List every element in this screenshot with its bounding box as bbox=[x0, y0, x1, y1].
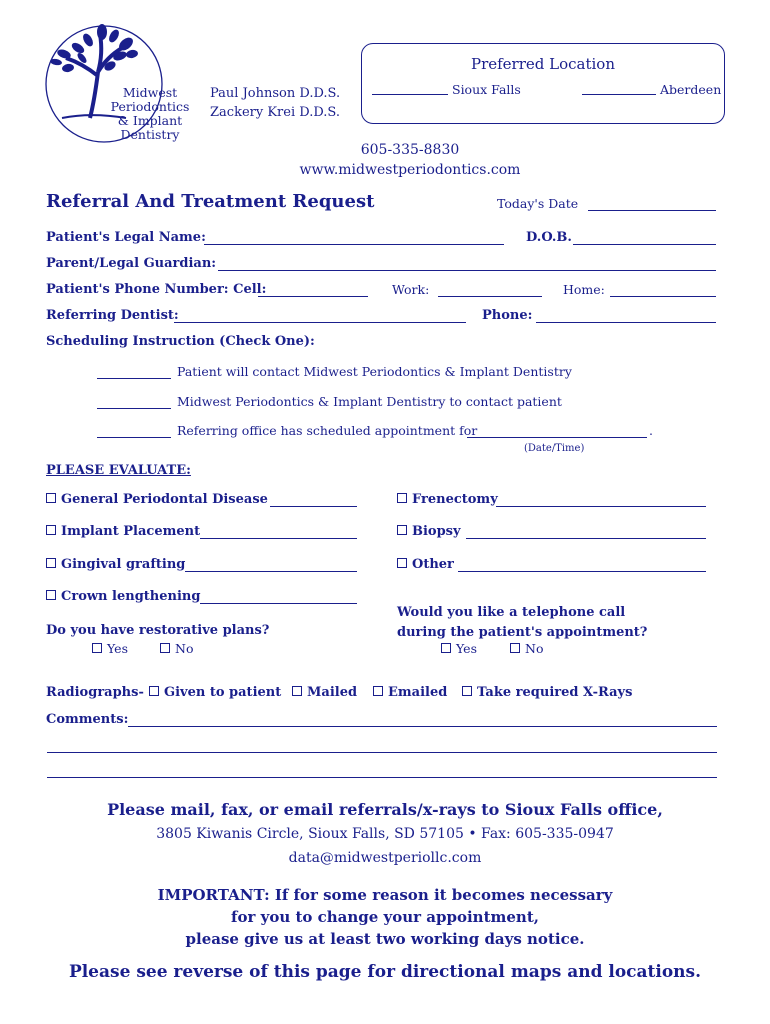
contact-block bbox=[0, 140, 770, 180]
eval-crown-label: Crown lengthening bbox=[61, 589, 201, 604]
please-evaluate-heading: PLEASE EVALUATE: bbox=[46, 463, 191, 478]
eval-gingival-label: Gingival grafting bbox=[61, 557, 186, 572]
restorative-no-label: No bbox=[175, 641, 194, 656]
eval-biopsy-label: Biopsy bbox=[412, 524, 461, 539]
practice-website[interactable]: www.midwestperiodontics.com bbox=[299, 162, 521, 178]
todays-date-field[interactable] bbox=[588, 210, 716, 211]
rad-mailed-checkbox[interactable] bbox=[292, 685, 357, 700]
doctor-1: Paul Johnson D.D.S. bbox=[210, 86, 341, 101]
restorative-yes-label: Yes bbox=[107, 641, 128, 656]
checkbox-icon bbox=[160, 643, 170, 653]
logo-line1: Midwest bbox=[122, 85, 178, 100]
eval-general-checkbox[interactable] bbox=[46, 492, 268, 507]
eval-biopsy-checkbox[interactable] bbox=[397, 524, 461, 539]
checkbox-icon bbox=[46, 525, 56, 535]
radiographs-label: Radiographs- bbox=[46, 685, 144, 700]
phone-call-question-line1: Would you like a telephone call bbox=[397, 605, 626, 620]
sched-opt1-label: Patient will contact Midwest Periodontics & Implant Dentistry bbox=[177, 364, 572, 379]
aberdeen-label: Aberdeen bbox=[660, 82, 722, 97]
phone-call-question-line2: during the patient's appointment? bbox=[397, 625, 648, 640]
practice-logo bbox=[42, 22, 207, 146]
checkbox-icon bbox=[462, 686, 472, 696]
rad-take-checkbox[interactable] bbox=[462, 685, 632, 700]
eval-gingival-field[interactable] bbox=[185, 571, 357, 572]
checkbox-icon bbox=[46, 590, 56, 600]
checkbox-icon bbox=[397, 525, 407, 535]
sioux-falls-blank[interactable] bbox=[372, 94, 448, 95]
sched-opt1-blank[interactable] bbox=[97, 378, 171, 379]
dentist-phone-label: Phone: bbox=[482, 308, 533, 323]
eval-frenectomy-checkbox[interactable] bbox=[397, 492, 498, 507]
checkbox-icon bbox=[373, 686, 383, 696]
form-title: Referral And Treatment Request bbox=[46, 191, 375, 212]
important-line1: IMPORTANT: If for some reason it becomes necessary bbox=[157, 886, 613, 904]
checkbox-icon bbox=[46, 493, 56, 503]
phone-call-no-checkbox[interactable] bbox=[510, 641, 543, 656]
logo-line3: & Implant Dentistry bbox=[117, 113, 183, 142]
eval-implant-label: Implant Placement bbox=[61, 524, 201, 539]
sched-opt3-label: Referring office has scheduled appointment for bbox=[177, 423, 478, 438]
eval-crown-checkbox[interactable] bbox=[46, 589, 200, 604]
checkbox-icon bbox=[397, 558, 407, 568]
practice-phone: 605-335-8830 bbox=[360, 142, 460, 158]
important-notice bbox=[0, 884, 770, 950]
eval-frenectomy-label: Frenectomy bbox=[412, 492, 498, 507]
dob-label: D.O.B. bbox=[526, 230, 572, 245]
sched-opt2-label: Midwest Periodontics & Implant Dentistry to contact patient bbox=[177, 394, 562, 409]
phone-cell-label: Patient's Phone Number: Cell: bbox=[46, 282, 267, 297]
eval-frenectomy-field[interactable] bbox=[496, 506, 706, 507]
home-label: Home: bbox=[563, 282, 605, 297]
guardian-field[interactable] bbox=[218, 270, 716, 271]
preferred-location-box bbox=[361, 43, 725, 124]
important-line3: please give us at least two working days notice. bbox=[185, 930, 585, 948]
guardian-label: Parent/Legal Guardian: bbox=[46, 256, 217, 271]
phone-call-yes-label: Yes bbox=[456, 641, 477, 656]
eval-other-label: Other bbox=[412, 557, 454, 572]
referring-dentist-label: Referring Dentist: bbox=[46, 308, 179, 323]
rad-take-label: Take required X-Rays bbox=[477, 685, 633, 700]
patient-name-field[interactable] bbox=[204, 244, 504, 245]
eval-general-field[interactable] bbox=[270, 506, 357, 507]
checkbox-icon bbox=[441, 643, 451, 653]
todays-date-label: Today's Date bbox=[497, 196, 579, 211]
checkbox-icon bbox=[92, 643, 102, 653]
comments-label: Comments: bbox=[46, 712, 129, 727]
office-email[interactable]: data@midwestperiollc.com bbox=[288, 850, 482, 866]
reverse-notice: Please see reverse of this page for directional maps and locations. bbox=[68, 962, 702, 982]
restorative-question: Do you have restorative plans? bbox=[46, 623, 270, 638]
checkbox-icon bbox=[292, 686, 302, 696]
dob-field[interactable] bbox=[573, 244, 716, 245]
office-address: 3805 Kiwanis Circle, Sioux Falls, SD 57105 • Fax: 605-335-0947 bbox=[156, 826, 614, 842]
dentist-phone-field[interactable] bbox=[536, 322, 716, 323]
phone-call-question bbox=[397, 603, 647, 643]
eval-biopsy-field[interactable] bbox=[466, 538, 706, 539]
sched-opt2-blank[interactable] bbox=[97, 408, 171, 409]
rad-given-label: Given to patient bbox=[164, 685, 282, 700]
comments-line-3[interactable] bbox=[47, 777, 717, 778]
eval-general-label: General Periodontal Disease bbox=[61, 492, 268, 507]
eval-other-checkbox[interactable] bbox=[397, 557, 454, 572]
checkbox-icon bbox=[46, 558, 56, 568]
aberdeen-blank[interactable] bbox=[582, 94, 656, 95]
home-field[interactable] bbox=[610, 296, 716, 297]
eval-implant-field[interactable] bbox=[200, 538, 357, 539]
logo-line2: Periodontics bbox=[110, 99, 190, 114]
work-label: Work: bbox=[392, 282, 430, 297]
eval-gingival-checkbox[interactable] bbox=[46, 557, 185, 572]
mail-instructions: Please mail, fax, or email referrals/x-rays to Sioux Falls office, bbox=[107, 800, 663, 819]
preferred-location-title: Preferred Location bbox=[470, 55, 615, 73]
restorative-no-checkbox[interactable] bbox=[160, 641, 193, 656]
checkbox-icon bbox=[510, 643, 520, 653]
date-time-hint: (Date/Time) bbox=[524, 443, 585, 454]
comments-line-1[interactable] bbox=[128, 726, 717, 727]
doctors-block bbox=[210, 84, 340, 122]
patient-name-label: Patient's Legal Name: bbox=[46, 230, 206, 245]
phone-cell-field[interactable] bbox=[258, 296, 368, 297]
scheduling-label: Scheduling Instruction (Check One): bbox=[46, 334, 315, 349]
important-line2: for you to change your appointment, bbox=[231, 908, 539, 926]
restorative-yes-checkbox[interactable] bbox=[92, 641, 128, 656]
checkbox-icon bbox=[149, 686, 159, 696]
doctor-2: Zackery Krei D.D.S. bbox=[210, 105, 340, 120]
appointment-datetime-field[interactable] bbox=[467, 437, 647, 438]
eval-implant-checkbox[interactable] bbox=[46, 524, 200, 539]
work-field[interactable] bbox=[438, 296, 542, 297]
rad-given-checkbox[interactable] bbox=[149, 685, 281, 700]
checkbox-icon bbox=[397, 493, 407, 503]
phone-call-yes-checkbox[interactable] bbox=[441, 641, 477, 656]
comments-line-2[interactable] bbox=[47, 752, 717, 753]
phone-call-no-label: No bbox=[525, 641, 544, 656]
rad-mailed-label: Mailed bbox=[307, 685, 358, 700]
sched-opt3-blank[interactable] bbox=[97, 437, 171, 438]
rad-emailed-label: Emailed bbox=[388, 685, 448, 700]
sioux-falls-label: Sioux Falls bbox=[452, 82, 521, 97]
rad-emailed-checkbox[interactable] bbox=[373, 685, 447, 700]
eval-crown-field[interactable] bbox=[200, 603, 357, 604]
eval-other-field[interactable] bbox=[458, 571, 706, 572]
referring-dentist-field[interactable] bbox=[174, 322, 466, 323]
